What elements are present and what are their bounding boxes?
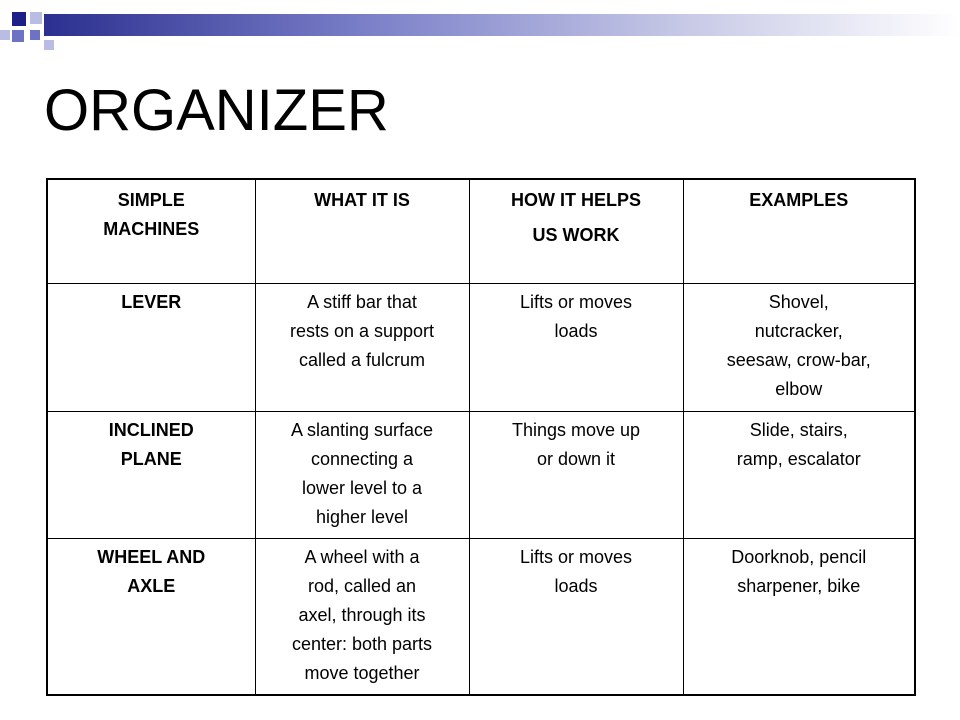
header-text: HOW IT HELPS bbox=[511, 190, 641, 210]
what-cell bbox=[255, 538, 469, 695]
examples-cell bbox=[683, 538, 915, 695]
cell-text: Doorknob, pencil bbox=[731, 546, 867, 567]
header-text: EXAMPLES bbox=[749, 190, 849, 210]
decor-square bbox=[12, 30, 24, 42]
cell-text: ramp, escalator bbox=[736, 448, 861, 469]
cell-text: elbow bbox=[775, 378, 823, 399]
header-what-it-is bbox=[255, 179, 469, 283]
cell-text: rod, called an bbox=[307, 575, 417, 596]
how-cell bbox=[469, 283, 683, 411]
decor-square bbox=[30, 30, 40, 40]
cell-text: seesaw, crow-bar, bbox=[726, 349, 871, 370]
cell-text: Lifts or moves bbox=[519, 546, 633, 567]
header-examples bbox=[683, 179, 915, 283]
decor-square bbox=[30, 12, 42, 24]
cell-text: move together bbox=[304, 662, 420, 683]
cell-text: loads bbox=[554, 575, 598, 596]
how-cell bbox=[469, 411, 683, 538]
cell-text: A stiff bar that bbox=[307, 291, 417, 312]
header-simple-machines bbox=[47, 179, 255, 283]
cell-text: sharpener, bike bbox=[737, 575, 861, 596]
header-how-it-helps bbox=[469, 179, 683, 283]
header-text: WHAT IT IS bbox=[314, 190, 410, 210]
cell-text: LEVER bbox=[121, 291, 182, 312]
header-gradient-bar bbox=[44, 14, 960, 36]
cell-text: center: both parts bbox=[291, 633, 433, 654]
decor-square bbox=[12, 12, 26, 26]
examples-cell bbox=[683, 411, 915, 538]
table-row bbox=[47, 283, 915, 411]
table-row bbox=[47, 538, 915, 695]
header-text: US WORK bbox=[532, 225, 620, 245]
cell-text: Slide, stairs, bbox=[749, 419, 848, 440]
decor-square bbox=[44, 40, 54, 50]
cell-text: Things move up bbox=[511, 419, 641, 440]
what-cell bbox=[255, 283, 469, 411]
machine-cell bbox=[47, 538, 255, 695]
cell-text: WHEEL AND bbox=[97, 546, 206, 567]
decor-square bbox=[0, 30, 10, 40]
cell-text: loads bbox=[554, 320, 598, 341]
cell-text: called a fulcrum bbox=[298, 349, 426, 370]
slide-title: ORGANIZER bbox=[44, 78, 389, 143]
cell-text: Shovel, bbox=[768, 291, 829, 312]
cell-text: PLANE bbox=[120, 448, 182, 469]
cell-text: nutcracker, bbox=[754, 320, 843, 341]
table-row bbox=[47, 411, 915, 538]
machine-cell bbox=[47, 283, 255, 411]
cell-text: A slanting surface bbox=[290, 419, 434, 440]
cell-text: AXLE bbox=[127, 575, 176, 596]
examples-cell bbox=[683, 283, 915, 411]
table-header-row bbox=[47, 179, 915, 283]
organizer-table bbox=[46, 178, 916, 696]
cell-text: A wheel with a bbox=[304, 546, 420, 567]
cell-text: lower level to a bbox=[301, 477, 423, 498]
machine-cell bbox=[47, 411, 255, 538]
how-cell bbox=[469, 538, 683, 695]
cell-text: axel, through its bbox=[298, 604, 426, 625]
what-cell bbox=[255, 411, 469, 538]
cell-text: higher level bbox=[315, 506, 409, 527]
cell-text: connecting a bbox=[310, 448, 414, 469]
header-text: MACHINES bbox=[103, 219, 200, 239]
header-text: SIMPLE bbox=[117, 190, 185, 210]
cell-text: or down it bbox=[536, 448, 616, 469]
cell-text: rests on a support bbox=[289, 320, 435, 341]
cell-text: Lifts or moves bbox=[519, 291, 633, 312]
cell-text: INCLINED bbox=[108, 419, 194, 440]
